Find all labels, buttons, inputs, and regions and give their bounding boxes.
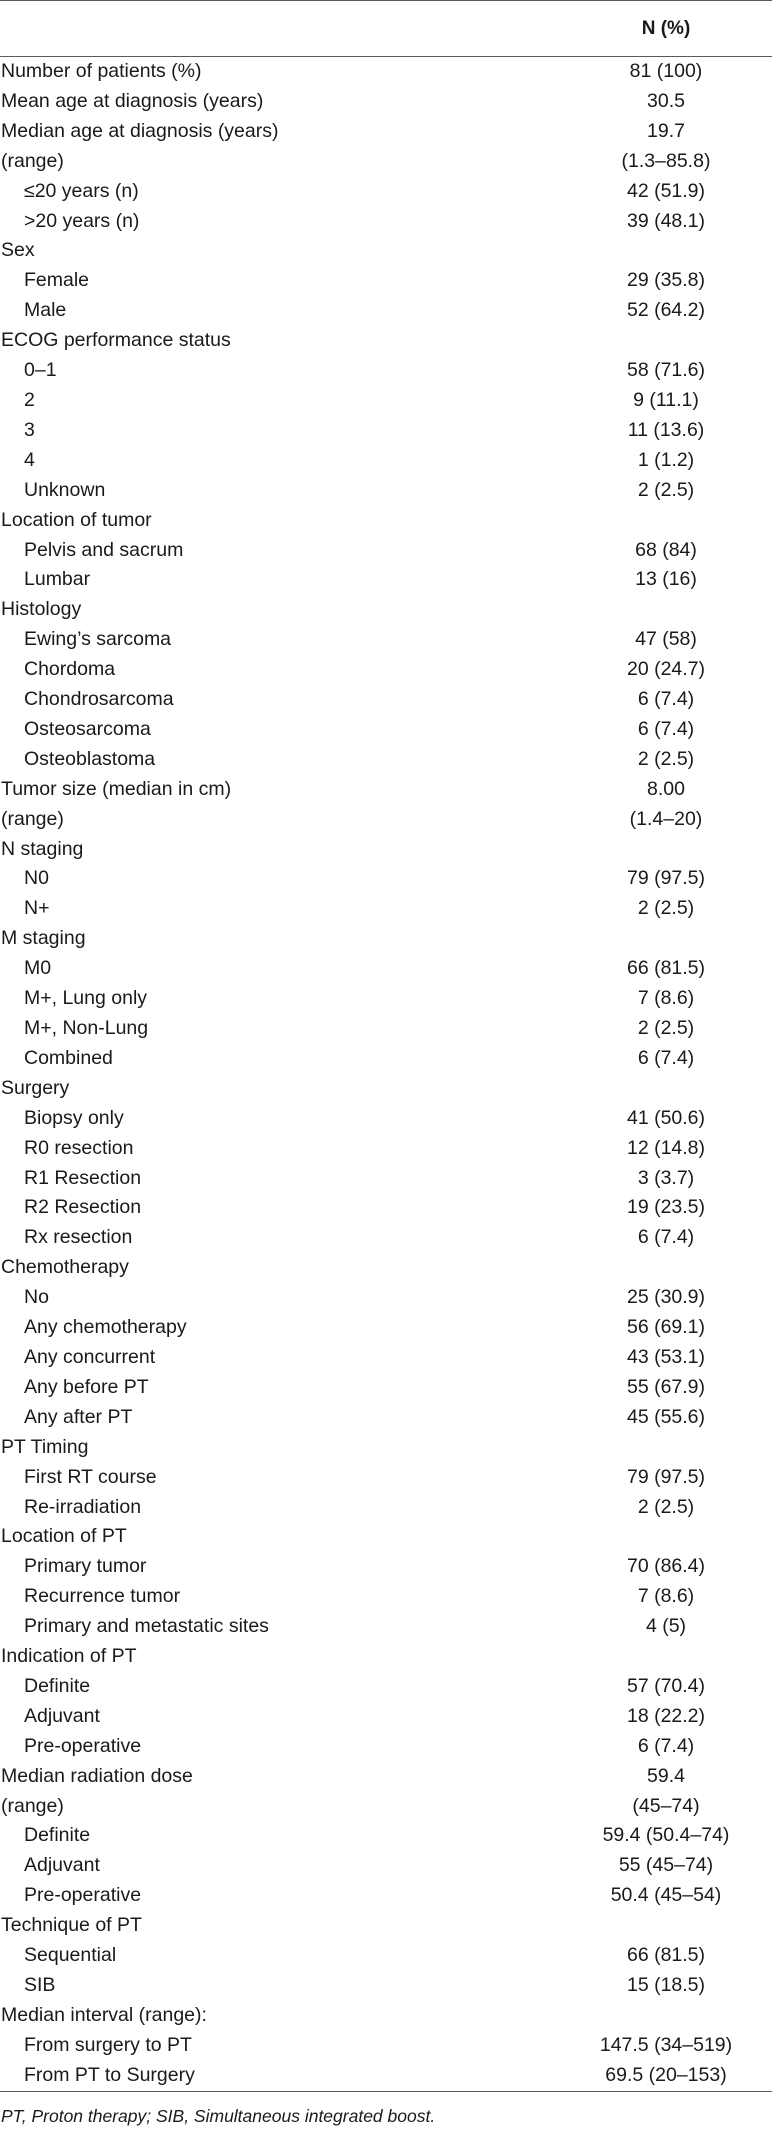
- table-row: [0, 1104, 772, 1134]
- row-value: 69.5 (20–153): [560, 2061, 772, 2091]
- row-label: Chondrosarcoma: [24, 688, 174, 711]
- row-value: 45 (55.6): [626, 1405, 706, 1428]
- table-row: [0, 924, 772, 954]
- row-value: 6 (7.4): [637, 688, 695, 711]
- row-value: 81 (100): [629, 60, 703, 82]
- row-label: Osteoblastoma: [24, 747, 156, 770]
- table-row: [0, 1792, 772, 1822]
- row-value: 7 (8.6): [637, 987, 695, 1010]
- row-label: Lumbar: [24, 568, 91, 591]
- row-value: 147.5 (34–519): [599, 2033, 733, 2056]
- row-value: [560, 595, 772, 625]
- table-row: [0, 236, 772, 266]
- row-value: 13 (16): [635, 568, 697, 591]
- row-value: [560, 1911, 772, 1941]
- row-label: R2 Resection: [24, 1196, 142, 1219]
- row-label: (range): [1, 149, 64, 172]
- row-label: M+, Non-Lung: [24, 1017, 149, 1039]
- table-row: [0, 1762, 772, 1792]
- row-label: Adjuvant: [24, 1854, 100, 1877]
- table-row: [0, 1851, 772, 1881]
- table-row: [0, 1014, 772, 1044]
- row-value: [560, 2001, 772, 2031]
- row-label: PT Timing: [1, 1435, 89, 1458]
- table-row: [0, 565, 772, 595]
- row-value: 4 (5): [645, 1615, 687, 1638]
- row-value: 50.4 (45–54): [610, 1884, 722, 1907]
- table-row: [0, 1522, 772, 1552]
- row-value: 2 (2.5): [637, 897, 695, 920]
- row-value: 68 (84): [635, 538, 697, 561]
- row-label: N+: [24, 897, 50, 920]
- row-value: (1.3–85.8): [621, 149, 711, 172]
- table-row: [0, 864, 772, 894]
- row-value: [560, 1433, 772, 1463]
- row-label: From surgery to PT: [24, 2033, 192, 2056]
- row-value: 41 (50.6): [626, 1106, 706, 1129]
- row-value: 9 (11.1): [633, 388, 699, 411]
- row-label: M+, Lung only: [24, 987, 148, 1010]
- row-label: Recurrence tumor: [24, 1585, 181, 1608]
- row-value: 12 (14.8): [626, 1136, 706, 1159]
- row-label: Any concurrent: [24, 1345, 156, 1368]
- table-row: [0, 386, 772, 416]
- row-label: Biopsy only: [24, 1106, 124, 1129]
- row-value: 7 (8.6): [637, 1585, 695, 1608]
- table-row: [0, 296, 772, 326]
- row-label: ≤20 years (n): [24, 179, 139, 202]
- table-row: [0, 1612, 772, 1642]
- row-value: 2 (2.5): [637, 478, 695, 501]
- row-label: ECOG performance status: [1, 329, 231, 352]
- table-row: [0, 1463, 772, 1493]
- row-value: 55 (67.9): [626, 1375, 706, 1398]
- table-row: [0, 984, 772, 1014]
- table-row: [0, 1582, 772, 1612]
- row-label: Primary tumor: [24, 1555, 147, 1578]
- table-row: [0, 1552, 772, 1582]
- table-row: [0, 87, 772, 117]
- row-value: 66 (81.5): [626, 1944, 706, 1967]
- table-row: [0, 1911, 772, 1941]
- row-label: Location of tumor: [1, 508, 152, 531]
- header-label-cell: [0, 18, 560, 57]
- row-label: M staging: [1, 927, 86, 950]
- table-row: [0, 1343, 772, 1373]
- table-row: [0, 207, 772, 237]
- characteristics-table: [0, 18, 772, 2092]
- table-row: [0, 506, 772, 536]
- table-row: [0, 1253, 772, 1283]
- table-row: [0, 356, 772, 386]
- row-value: 19 (23.5): [626, 1196, 706, 1219]
- row-value: 66 (81.5): [626, 957, 706, 980]
- table-row: [0, 1881, 772, 1911]
- row-label: Definite: [24, 1824, 91, 1847]
- table-row: [0, 1821, 772, 1851]
- table-row: [0, 1373, 772, 1403]
- table-row: [0, 446, 772, 476]
- row-label: Any before PT: [24, 1375, 149, 1398]
- table-row: [0, 1193, 772, 1223]
- row-value: 6 (7.4): [637, 1046, 695, 1069]
- row-label: >20 years (n): [24, 209, 140, 232]
- row-value: [560, 506, 772, 536]
- row-label: Mean age at diagnosis (years): [1, 89, 264, 112]
- row-value: [560, 1522, 772, 1552]
- row-value: 59.4 (50.4–74): [602, 1824, 730, 1847]
- row-value: [560, 924, 772, 954]
- row-label: Ewing’s sarcoma: [24, 628, 172, 651]
- table-row: [0, 266, 772, 296]
- row-value: 30.5: [647, 89, 685, 112]
- row-label: Any chemotherapy: [24, 1316, 187, 1339]
- row-value: 79 (97.5): [626, 867, 706, 890]
- row-label: Sex: [1, 239, 35, 262]
- row-label: (range): [1, 807, 64, 830]
- table-row: [0, 655, 772, 685]
- row-label: R0 resection: [24, 1136, 134, 1159]
- row-label: Any after PT: [24, 1405, 133, 1428]
- row-label: Indication of PT: [1, 1645, 137, 1668]
- table-body: [0, 57, 772, 2092]
- table-row: [0, 1971, 772, 2001]
- row-label: Chordoma: [24, 658, 116, 681]
- table-row: [0, 954, 772, 984]
- row-value: 47 (58): [635, 628, 697, 651]
- row-value: 1 (1.2): [637, 448, 695, 471]
- table-row: [0, 1223, 772, 1253]
- row-label: N0: [24, 867, 49, 890]
- table-row: [0, 1074, 772, 1104]
- row-value: 56 (69.1): [626, 1316, 706, 1339]
- row-label: Male: [24, 299, 67, 322]
- table-row: [0, 1702, 772, 1732]
- table-row: [0, 625, 772, 655]
- row-value: 19.7: [647, 119, 685, 142]
- row-value: [560, 1253, 772, 1283]
- table-row: [0, 1044, 772, 1074]
- table-row: [0, 416, 772, 446]
- row-label: Re-irradiation: [24, 1495, 142, 1518]
- row-value: 6 (7.4): [637, 1734, 695, 1757]
- row-value: (45–74): [632, 1794, 700, 1817]
- table-row: [0, 1642, 772, 1672]
- row-label: Location of PT: [1, 1525, 127, 1548]
- row-value: 39 (48.1): [626, 209, 706, 232]
- table-row: [0, 715, 772, 745]
- row-label: First RT course: [24, 1465, 157, 1488]
- row-value: 25 (30.9): [626, 1286, 706, 1309]
- table-row: [0, 117, 772, 147]
- table-row: [0, 1134, 772, 1164]
- header-row: [0, 18, 772, 57]
- row-label: R1 Resection: [24, 1166, 142, 1189]
- table-row: [0, 177, 772, 207]
- table-row: [0, 2061, 772, 2091]
- row-label: Chemotherapy: [1, 1256, 129, 1279]
- table-row: [0, 326, 772, 356]
- row-value: 42 (51.9): [626, 179, 706, 202]
- row-value: [560, 1074, 772, 1104]
- row-label: Osteosarcoma: [24, 717, 151, 740]
- row-value: 43 (53.1): [626, 1345, 706, 1368]
- table-row: [0, 1493, 772, 1523]
- row-label: Surgery: [1, 1076, 70, 1099]
- row-label: Histology: [1, 598, 82, 621]
- table-row: [0, 1941, 772, 1971]
- table-row: [0, 1433, 772, 1463]
- row-label: 2: [24, 388, 35, 411]
- row-label: 4: [24, 448, 35, 471]
- row-value: 70 (86.4): [626, 1555, 706, 1578]
- table-row: [0, 1672, 772, 1702]
- table-row: [0, 685, 772, 715]
- table-row: [0, 147, 772, 177]
- table-row: [0, 536, 772, 566]
- header-value-cell: N (%): [560, 18, 772, 57]
- row-label: SIB: [24, 1974, 56, 1996]
- row-value: 8.00: [647, 777, 685, 800]
- row-label: Combined: [24, 1046, 113, 1069]
- row-label: Pre-operative: [24, 1734, 142, 1757]
- table-header: [0, 18, 772, 57]
- row-label: No: [24, 1286, 49, 1309]
- row-value: 58 (71.6): [626, 359, 706, 382]
- row-value: [560, 326, 772, 356]
- row-label: Rx resection: [24, 1226, 133, 1249]
- row-label: Adjuvant: [24, 1704, 100, 1727]
- row-value: [560, 1642, 772, 1672]
- row-value: [560, 236, 772, 266]
- row-value: (1.4–20): [629, 807, 703, 830]
- table-row: [0, 2001, 772, 2031]
- row-label: M0: [24, 957, 52, 980]
- row-label: Median radiation dose: [1, 1764, 193, 1787]
- row-value: 57 (70.4): [626, 1674, 706, 1697]
- table-row: [0, 1313, 772, 1343]
- row-label: Sequential: [24, 1944, 117, 1967]
- table-row: [0, 805, 772, 835]
- row-value: 2 (2.5): [637, 1495, 695, 1518]
- table-row: [0, 595, 772, 625]
- row-label: 0–1: [24, 359, 57, 382]
- row-label: Primary and metastatic sites: [24, 1615, 269, 1638]
- row-value: 6 (7.4): [637, 717, 695, 740]
- row-value: 11 (13.6): [627, 418, 705, 441]
- row-value: 55 (45–74): [618, 1854, 714, 1877]
- row-label: Median age at diagnosis (years): [1, 119, 279, 142]
- table-row: [0, 1164, 772, 1194]
- table-row: [0, 745, 772, 775]
- row-label: Pelvis and sacrum: [24, 538, 184, 561]
- row-label: Number of patients (%): [1, 60, 202, 82]
- row-value: 18 (22.2): [626, 1704, 706, 1727]
- table-row: [0, 57, 772, 87]
- row-value: 15 (18.5): [626, 1974, 706, 1996]
- row-value: 6 (7.4): [637, 1226, 695, 1249]
- row-value: 79 (97.5): [626, 1465, 706, 1488]
- row-value: [560, 835, 772, 865]
- table-row: [0, 894, 772, 924]
- row-value: 52 (64.2): [626, 299, 706, 322]
- row-label: 3: [24, 418, 35, 441]
- row-label: Unknown: [24, 478, 106, 501]
- table-row: [0, 1732, 772, 1762]
- row-label: Median interval (range):: [1, 2003, 207, 2026]
- table-footnote: PT, Proton therapy; SIB, Simultaneous integrated boost.: [1, 2105, 436, 2126]
- table-row: [0, 1403, 772, 1433]
- table-row: [0, 2031, 772, 2061]
- row-value: 59.4: [647, 1764, 685, 1787]
- row-value: 2 (2.5): [637, 1017, 695, 1039]
- row-label: Definite: [24, 1674, 91, 1697]
- row-label: From PT to Surgery: [0, 2061, 560, 2091]
- table-row: [0, 1283, 772, 1313]
- row-label: Technique of PT: [1, 1914, 142, 1937]
- row-label: Pre-operative: [24, 1884, 142, 1907]
- row-label: N staging: [1, 837, 84, 860]
- row-label: Tumor size (median in cm): [1, 777, 232, 800]
- row-value: 20 (24.7): [626, 658, 706, 681]
- row-value: 2 (2.5): [637, 747, 695, 770]
- row-value: 29 (35.8): [626, 269, 706, 292]
- row-label: (range): [1, 1794, 64, 1817]
- table-row: [0, 835, 772, 865]
- row-value: 3 (3.7): [637, 1166, 695, 1189]
- table-row: [0, 476, 772, 506]
- row-label: Female: [24, 269, 90, 292]
- table-row: [0, 775, 772, 805]
